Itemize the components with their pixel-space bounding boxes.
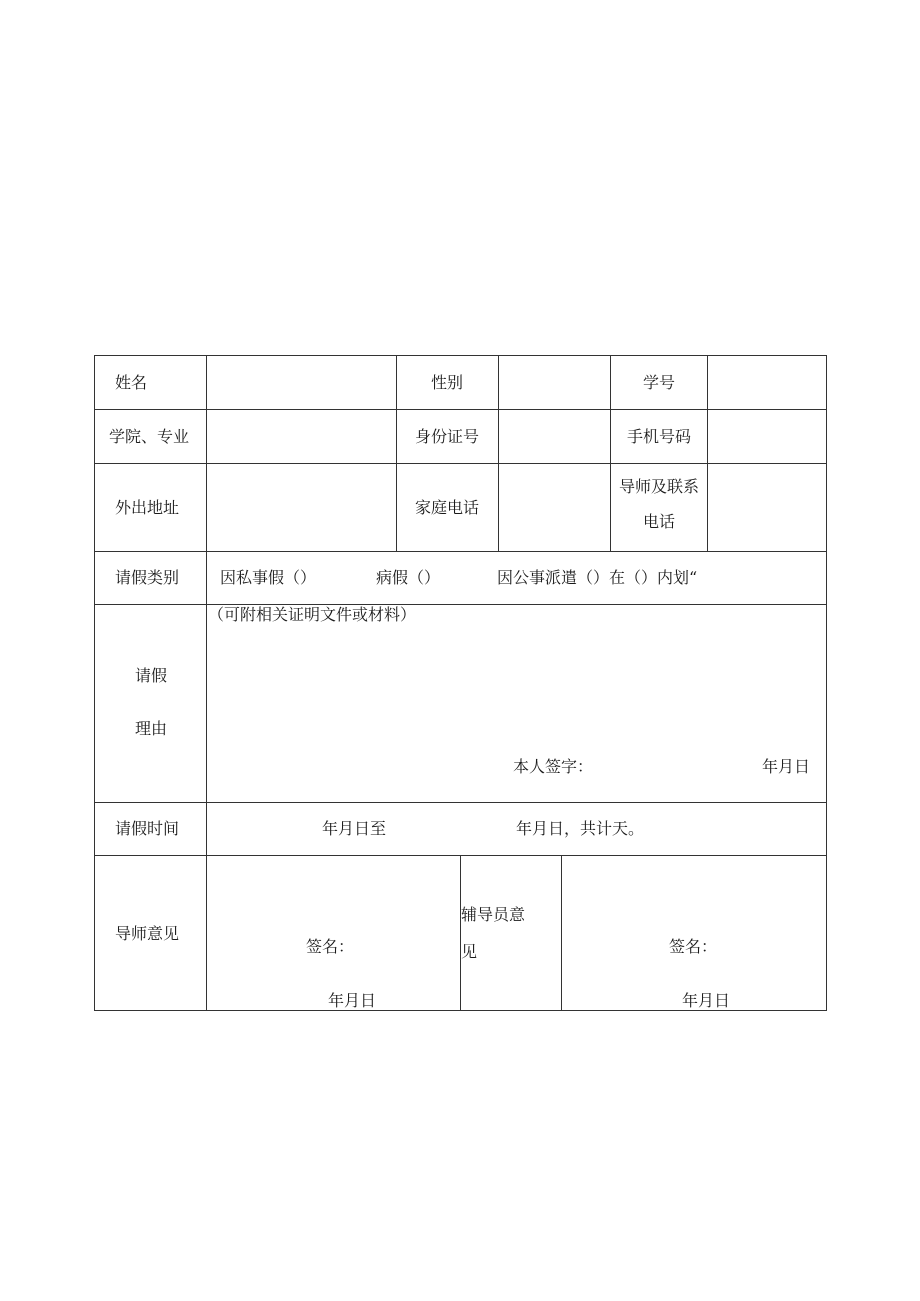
column-divider bbox=[396, 356, 397, 551]
personal-leave-option[interactable]: 因私事假（） bbox=[220, 568, 317, 587]
home-phone-label: 家庭电话 bbox=[414, 498, 480, 517]
leave-start-date[interactable]: 年月日至 bbox=[322, 819, 387, 838]
mobile-phone-field[interactable] bbox=[708, 410, 826, 463]
advisor-contact-label-line2: 电话 bbox=[642, 512, 676, 531]
sick-leave-option[interactable]: 病假（） bbox=[376, 568, 441, 587]
reason-label: 请假 bbox=[135, 666, 168, 685]
leave-type-label: 请假类别 bbox=[115, 568, 180, 587]
leave-time-label: 请假时间 bbox=[115, 819, 180, 838]
counselor-sign-label: 签名： bbox=[669, 937, 718, 956]
counselor-opinion-label-line2: 见 bbox=[461, 942, 478, 961]
student-id-label: 学号 bbox=[642, 373, 676, 392]
address-field[interactable] bbox=[207, 464, 396, 551]
reason-label-line2: 理由 bbox=[135, 719, 168, 738]
name-label: 姓名 bbox=[115, 373, 148, 392]
advisor-opinion-label: 导师意见 bbox=[115, 924, 180, 943]
name-field[interactable] bbox=[207, 356, 396, 409]
advisor-sign-label: 签名： bbox=[306, 937, 355, 956]
id-card-label: 身份证号 bbox=[414, 427, 480, 446]
advisor-contact-field[interactable] bbox=[708, 464, 826, 551]
attachment-note: （可附相关证明文件或材料） bbox=[208, 605, 417, 624]
counselor-opinion-label: 辅导员意 bbox=[461, 905, 526, 924]
row-divider bbox=[95, 802, 826, 803]
advisor-contact-label: 导师及联系 bbox=[618, 477, 700, 496]
counselor-sign-date: 年月日 bbox=[682, 991, 731, 1010]
gender-field[interactable] bbox=[499, 356, 610, 409]
counselor-opinion-field[interactable] bbox=[562, 856, 826, 1010]
gender-label: 性别 bbox=[430, 373, 464, 392]
column-divider bbox=[460, 855, 461, 1010]
official-leave-option[interactable]: 因公事派遣（）在（）内划“ bbox=[497, 568, 698, 587]
college-major-label: 学院、专业 bbox=[109, 427, 190, 446]
self-signature-date: 年月日 bbox=[761, 757, 810, 776]
row-divider bbox=[95, 551, 826, 552]
college-major-field[interactable] bbox=[207, 410, 396, 463]
self-signature-label: 本人签字： bbox=[513, 757, 594, 776]
mobile-phone-label: 手机号码 bbox=[626, 427, 692, 446]
advisor-opinion-field[interactable] bbox=[207, 856, 460, 1010]
address-label: 外出地址 bbox=[115, 498, 180, 517]
advisor-sign-date: 年月日 bbox=[328, 991, 377, 1010]
leave-application-form bbox=[94, 355, 827, 1011]
leave-end-date-total[interactable]: 年月日，共计天。 bbox=[516, 819, 645, 838]
student-id-field[interactable] bbox=[708, 356, 826, 409]
column-divider bbox=[610, 356, 611, 551]
home-phone-field[interactable] bbox=[499, 464, 610, 551]
id-card-field[interactable] bbox=[499, 410, 610, 463]
